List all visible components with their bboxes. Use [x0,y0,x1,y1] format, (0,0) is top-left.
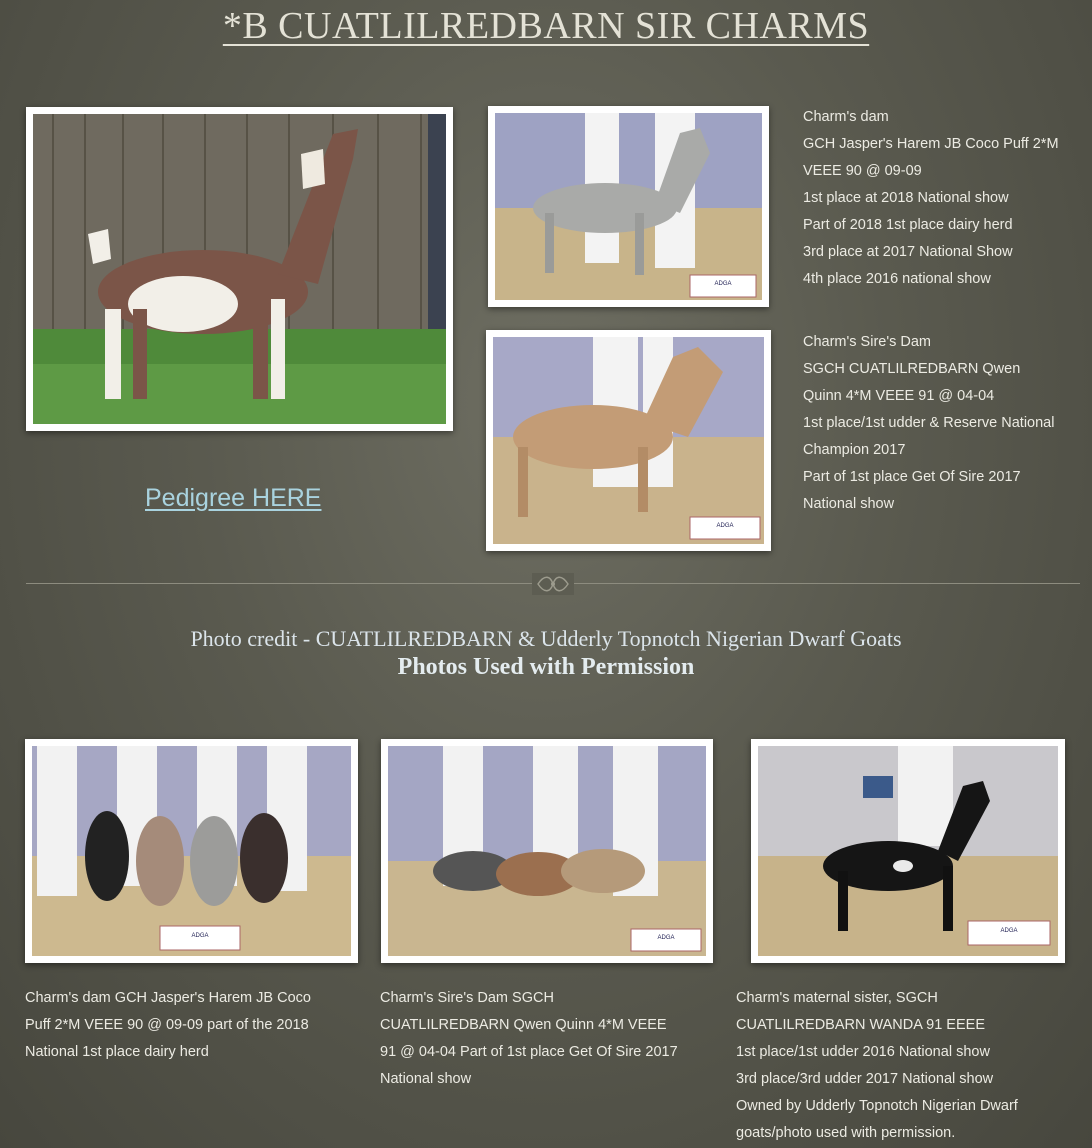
caption-line: National 1st place dairy herd [25,1044,209,1060]
maternal-sister-photo [751,739,1065,963]
sire-dam-caption [803,329,1054,518]
dam-goat-photo [488,106,769,307]
adga-badge: ADGA [657,935,675,941]
dam-caption [803,104,1059,293]
caption-line: 3rd place/3rd udder 2017 National show [736,1071,994,1087]
caption-line: GCH Jasper's Harem JB Coco Puff 2*M [803,136,1059,152]
dairy-herd-photo [25,739,358,963]
caption-line: goats/photo used with permission. [736,1125,956,1141]
get-of-sire-photo [381,739,713,963]
bottom-caption-3 [736,985,1018,1147]
adga-badge: ADGA [716,523,734,529]
caption-line: Part of 1st place Get Of Sire 2017 [803,469,1021,485]
caption-line: VEEE 90 @ 09-09 [803,163,922,179]
caption-line: Quinn 4*M VEEE 91 @ 04-04 [803,388,995,404]
main-goat-photo [26,107,453,431]
page-title: *B CUATLILREDBARN SIR CHARMS [222,5,870,47]
caption-line: 91 @ 04-04 Part of 1st place Get Of Sire 2017 [380,1044,678,1060]
caption-line: CUATLILREDBARN WANDA 91 EEEE [736,1017,985,1033]
bottom-caption-2 [380,985,678,1093]
caption-line: Puff 2*M VEEE 90 @ 09-09 part of the 2018 [25,1017,309,1033]
photo-credit: Photo credit - CUATLILREDBARN & Udderly Topnotch Nigerian Dwarf Goats [190,626,902,651]
caption-line: Owned by Udderly Topnotch Nigerian Dwarf [736,1098,1018,1114]
caption-line: National show [803,496,895,512]
caption-line: Charm's Sire's Dam SGCH [380,990,554,1006]
pedigree-link[interactable]: Pedigree HERE [145,484,322,512]
adga-badge: ADGA [714,281,732,287]
caption-line: Charm's dam GCH Jasper's Harem JB Coco [25,990,311,1006]
caption-line: Part of 2018 1st place dairy herd [803,217,1013,233]
caption-line: Charm's Sire's Dam [803,334,932,350]
adga-badge: ADGA [1000,928,1018,934]
caption-line: CUATLILREDBARN Qwen Quinn 4*M VEEE [380,1017,667,1033]
caption-line: National show [380,1071,472,1087]
sire-dam-goat-photo [486,330,771,551]
caption-line: SGCH CUATLILREDBARN Qwen [803,361,1021,377]
caption-line: Charm's dam [803,109,889,125]
caption-line: 3rd place at 2017 National Show [803,244,1013,260]
caption-line: 1st place/1st udder 2016 National show [736,1044,990,1060]
adga-badge: ADGA [191,933,209,939]
caption-line: 1st place/1st udder & Reserve National [803,415,1055,431]
caption-line: Champion 2017 [803,442,906,458]
caption-line: 4th place 2016 national show [803,271,991,287]
flourish-ornament [532,573,574,595]
bottom-caption-1 [25,985,311,1066]
caption-line: Charm's maternal sister, SGCH [736,990,938,1006]
caption-line: 1st place at 2018 National show [803,190,1009,206]
permission-notice: Photos Used with Permission [397,654,695,680]
